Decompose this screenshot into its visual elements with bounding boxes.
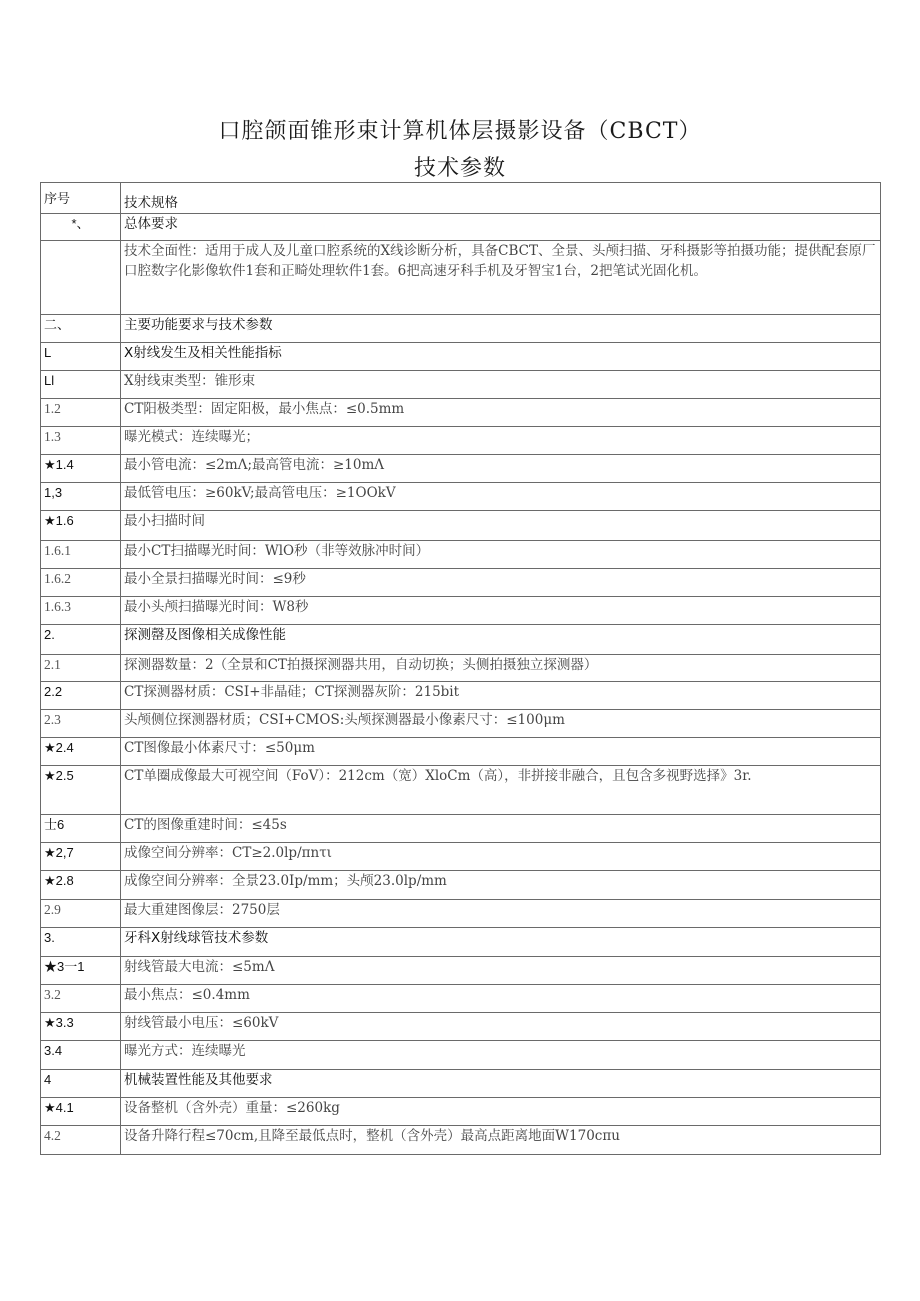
table-row (41, 241, 881, 315)
table-row (41, 766, 881, 815)
row-spec: CT单圈成像最大可视空间（FoV）：212cm（宽）XloCm（高），非拼接非融合，且包含多视野选择》3r. (121, 766, 881, 815)
row-num (41, 241, 121, 315)
row-num: 2.1 (41, 655, 121, 682)
row-spec: 机械装置性能及其他要求 (121, 1070, 881, 1098)
row-num: 1.6.3 (41, 597, 121, 625)
table-row (41, 815, 881, 843)
row-num: 3. (41, 928, 121, 957)
table-row (41, 597, 881, 625)
row-spec: 最小焦点：≤0.4mm (121, 985, 881, 1013)
table-row (41, 1098, 881, 1126)
table-row (41, 710, 881, 738)
row-spec: 最小全景扫描曝光时间：≤9秒 (121, 569, 881, 597)
row-num: 1.6.2 (41, 569, 121, 597)
row-num: ★2.4 (41, 738, 121, 766)
row-num: 1.2 (41, 399, 121, 427)
table-row (41, 1041, 881, 1070)
row-num: ★1.4 (41, 455, 121, 483)
row-num: 4.2 (41, 1126, 121, 1155)
row-num: 3.4 (41, 1041, 121, 1070)
row-spec: 头颅侧位探测器材质；CSI+CMOS:头颅探测器最小像素尺寸：≤100μm (121, 710, 881, 738)
table-row (41, 315, 881, 343)
row-spec: 探测器数量：2（全景和CT拍摄探测器共用，自动切换；头侧拍摄独立探测器） (121, 655, 881, 682)
header-spec: 技术规格 (121, 183, 881, 214)
table-row (41, 427, 881, 455)
row-spec: 设备整机（含外壳）重量：≤260kg (121, 1098, 881, 1126)
row-spec: 最小扫描时间 (121, 511, 881, 541)
row-num: ★1.6 (41, 511, 121, 541)
row-num: 4 (41, 1070, 121, 1098)
row-num: 2. (41, 625, 121, 655)
table-row (41, 371, 881, 399)
row-spec: 成像空间分辨率：CT≥2.0lp/πnτι (121, 843, 881, 871)
row-spec: CT的图像重建时间：≤45s (121, 815, 881, 843)
table-row (41, 843, 881, 871)
row-spec-paragraph: 技术全面性：适用于成人及儿童口腔系统的X线诊断分析，具备CBCT、全景、头颅扫描、牙科摄影等拍摄功能；提供配套原厂口腔数字化影像软件1套和正畸处理软件1套。6把高速牙科手机及牙智宝1台，2把笔试光固化机。 (121, 241, 881, 315)
row-spec: 成像空间分辨率：全景23.0Ip/mm；头颅23.0lp/mm (121, 871, 881, 900)
row-spec: 最小头颅扫描曝光时间：W8秒 (121, 597, 881, 625)
table-row (41, 214, 881, 241)
row-spec: 最大重建图像层：2750层 (121, 900, 881, 928)
row-num: 2.9 (41, 900, 121, 928)
row-num: ★3.3 (41, 1013, 121, 1041)
table-row (41, 985, 881, 1013)
table-row (41, 399, 881, 427)
table-row (41, 1126, 881, 1155)
row-num: 二、 (41, 315, 121, 343)
row-spec: 最低管电压：≥60kV;最高管电压：≥1OOkV (121, 483, 881, 511)
row-num: *、 (41, 214, 121, 241)
row-spec: 射线管最小电压：≤60kV (121, 1013, 881, 1041)
table-row (41, 957, 881, 985)
row-spec: 牙科X射线球管技术参数 (121, 928, 881, 957)
row-num: Ll (41, 371, 121, 399)
table-row (41, 511, 881, 541)
table-row (41, 455, 881, 483)
table-row (41, 738, 881, 766)
row-spec: CT阳极类型：固定阳极，最小焦点：≤0.5mm (121, 399, 881, 427)
row-spec: 最小管电流：≤2mΛ;最高管电流：≥10mΛ (121, 455, 881, 483)
table-row (41, 343, 881, 371)
row-spec: 探测罄及图像相关成像性能 (121, 625, 881, 655)
row-num: 1,3 (41, 483, 121, 511)
table-header-row (41, 183, 881, 214)
table-row (41, 625, 881, 655)
table-row (41, 569, 881, 597)
row-spec: 设备升降行程≤70cm,且降至最低点时，整机（含外壳）最高点距离地面W170cπu (121, 1126, 881, 1155)
row-num: 1.6.1 (41, 541, 121, 569)
row-num: ★2.5 (41, 766, 121, 815)
row-spec: 曝光模式：连续曝光； (121, 427, 881, 455)
table-row (41, 900, 881, 928)
document-title: 口腔颌面锥形束计算机体层摄影设备（CBCT） (218, 119, 702, 144)
row-spec: 曝光方式：连续曝光 (121, 1041, 881, 1070)
table-row (41, 1013, 881, 1041)
row-spec: X射线束类型：锥形束 (121, 371, 881, 399)
spec-table (40, 182, 881, 1155)
row-num: ★2.8 (41, 871, 121, 900)
row-num: ★3一1 (41, 957, 121, 985)
row-num: 3.2 (41, 985, 121, 1013)
row-num: 士6 (41, 815, 121, 843)
row-num: ★2,7 (41, 843, 121, 871)
row-num: 1.3 (41, 427, 121, 455)
row-spec: 主要功能要求与技术参数 (121, 315, 881, 343)
table-row (41, 682, 881, 710)
document-subtitle: 技术参数 (413, 156, 506, 181)
row-num: 2.2 (41, 682, 121, 710)
header-num: 序号 (41, 183, 121, 214)
table-row (41, 1070, 881, 1098)
table-row (41, 483, 881, 511)
row-num: L (41, 343, 121, 371)
table-row (41, 871, 881, 900)
table-row (41, 655, 881, 682)
row-spec: CT探测器材质：CSI+非晶硅；CT探测器灰阶：215bit (121, 682, 881, 710)
table-row (41, 541, 881, 569)
row-spec: 最小CT扫描曝光时间：WlO秒（非等效脉冲时间） (121, 541, 881, 569)
row-num: ★4.1 (41, 1098, 121, 1126)
row-spec: 射线管最大电流：≤5mΛ (121, 957, 881, 985)
row-spec: X射线发生及相关性能指标 (121, 343, 881, 371)
table-row (41, 928, 881, 957)
row-spec: CT图像最小体素尺寸：≤50μm (121, 738, 881, 766)
row-spec: 总体要求 (121, 214, 881, 241)
row-num: 2.3 (41, 710, 121, 738)
